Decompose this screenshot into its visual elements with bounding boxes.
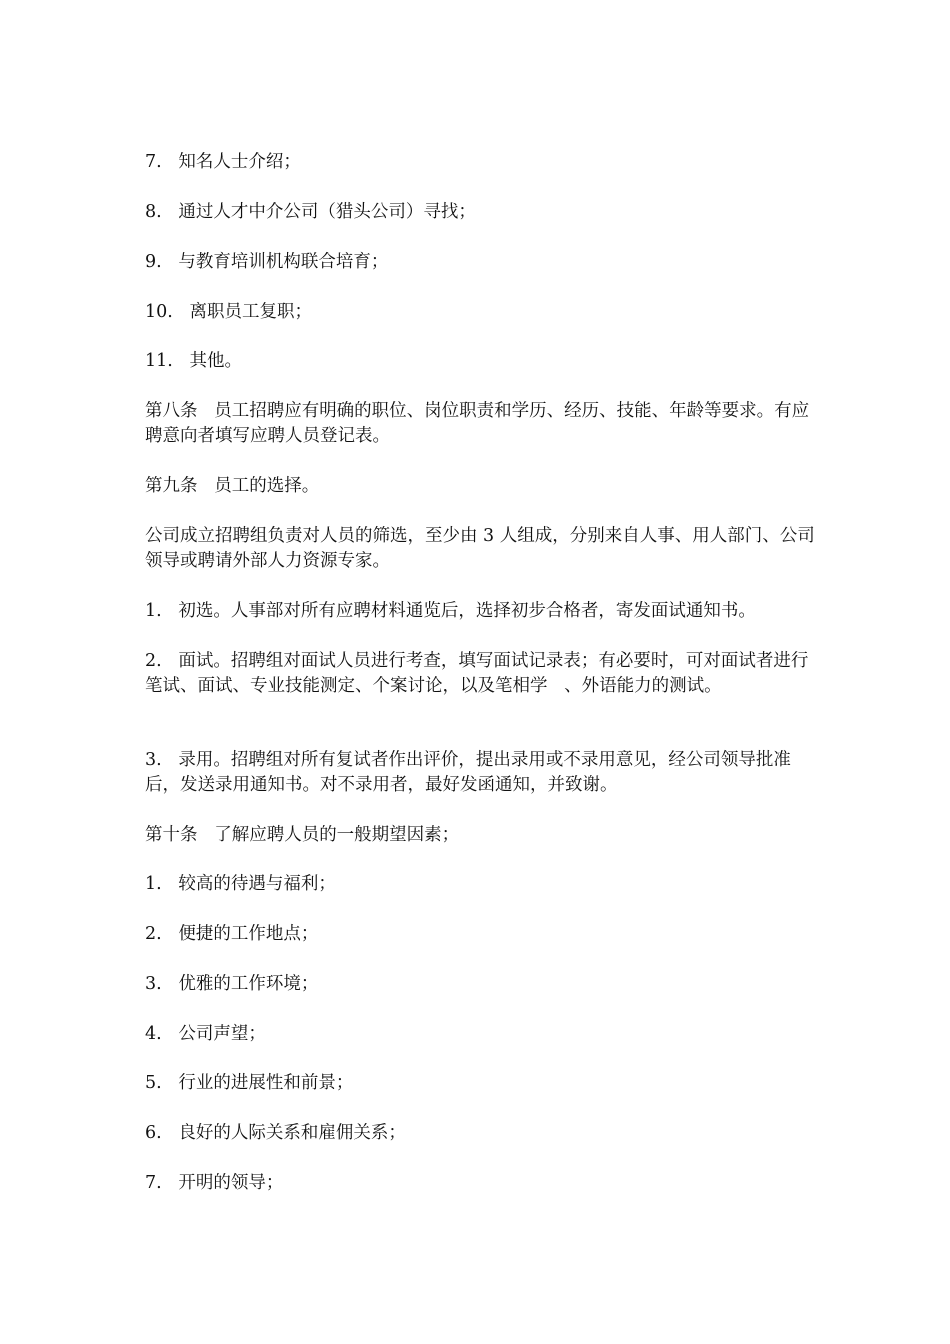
list-item: 1. 初选。人事部对所有应聘材料通览后，选择初步合格者，寄发面试通知书。 <box>145 601 756 621</box>
list-item: 6. 良好的人际关系和雇佣关系； <box>145 1123 406 1143</box>
list-item: 11. 其他。 <box>145 351 243 371</box>
article-heading: 第九条 员工的选择。 <box>145 476 320 496</box>
list-item: 10. 离职员工复职； <box>145 302 313 322</box>
list-item: 3. 优雅的工作环境； <box>145 974 319 994</box>
list-item: 2. 面试。招聘组对面试人员进行考查，填写面试记录表；有必要时，可对面试者进行笔试、面试、专业技能测定、个案讨论，以及笔相学 、外语能力的测试。 <box>145 651 809 696</box>
list-item: 7. 开明的领导； <box>145 1173 284 1193</box>
body-paragraph: 公司成立招聘组负责对人员的筛选，至少由 3 人组成，分别来自人事、用人部门、公司领导或聘请外部人力资源专家。 <box>145 526 815 571</box>
list-item: 4. 公司声望； <box>145 1024 266 1044</box>
list-item: 1. 较高的待遇与福利； <box>145 874 336 894</box>
list-item: 8. 通过人才中介公司（猎头公司）寻找； <box>145 202 476 222</box>
list-item: 3. 录用。招聘组对所有复试者作出评价，提出录用或不录用意见，经公司领导批准后，发送录用通知书。对不录用者，最好发函通知，并致谢。 <box>145 750 791 795</box>
article-heading: 第十条 了解应聘人员的一般期望因素； <box>145 825 460 845</box>
article-paragraph: 第八条 员工招聘应有明确的职位、岗位职责和学历、经历、技能、年龄等要求。有应聘意向者填写应聘人员登记表。 <box>145 401 810 446</box>
list-item: 7. 知名人士介绍； <box>145 152 301 172</box>
list-item: 5. 行业的进展性和前景； <box>145 1073 354 1093</box>
list-item: 9. 与教育培训机构联合培育； <box>145 252 389 272</box>
list-item: 2. 便捷的工作地点； <box>145 924 319 944</box>
